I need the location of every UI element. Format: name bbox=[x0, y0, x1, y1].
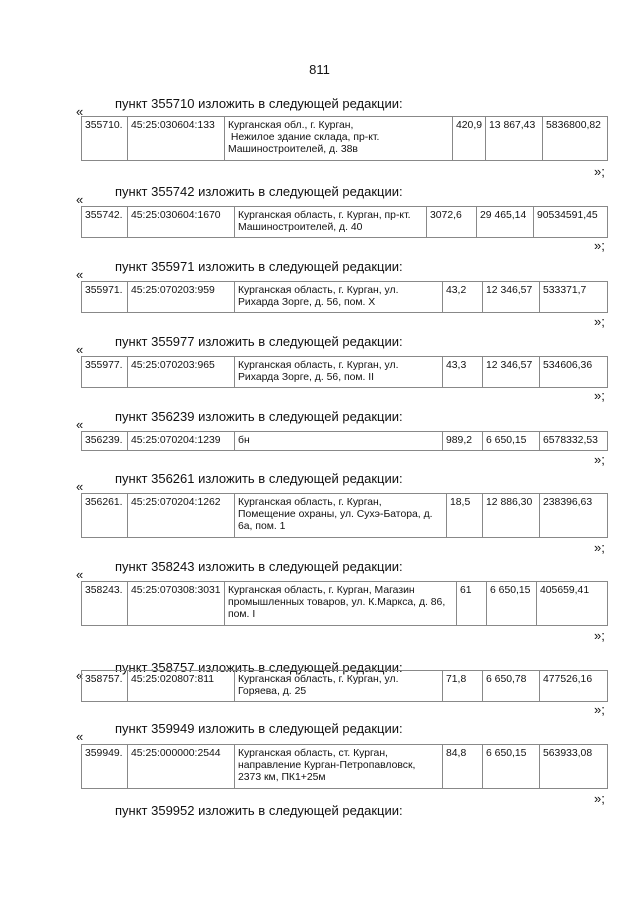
open-quote: « bbox=[76, 104, 84, 119]
table-row bbox=[82, 357, 608, 388]
entry-table bbox=[81, 116, 608, 161]
cadastral-number-cell: 45:25:000000:2544 bbox=[128, 745, 235, 789]
address-cell: Курганская область, г. Курган, ул. Горяева, д. 25 bbox=[235, 671, 443, 702]
table-row bbox=[82, 282, 608, 313]
open-quote: « bbox=[76, 668, 84, 683]
rate-cell: 6 650,15 bbox=[483, 432, 540, 451]
close-quote: »; bbox=[594, 540, 605, 555]
open-quote: « bbox=[76, 342, 84, 357]
value-cell: 533371,7 bbox=[540, 282, 608, 313]
table-row bbox=[82, 117, 608, 161]
item-number-cell: 355742. bbox=[82, 207, 128, 238]
cadastral-number-cell: 45:25:070203:959 bbox=[128, 282, 235, 313]
close-quote: »; bbox=[594, 791, 605, 806]
close-quote: »; bbox=[594, 452, 605, 467]
area-cell: 71,8 bbox=[443, 671, 483, 702]
section-intro: пункт 356239 изложить в следующей редакции: bbox=[115, 409, 403, 424]
open-quote: « bbox=[76, 479, 84, 494]
open-quote: « bbox=[76, 267, 84, 282]
page-number: 811 bbox=[309, 62, 330, 77]
address-cell: Курганская обл., г. Курган, Нежилое здание склада, пр-кт. Машиностроителей, д. 38в bbox=[225, 117, 453, 161]
area-cell: 61 bbox=[457, 582, 487, 626]
cadastral-number-cell: 45:25:070308:3031 bbox=[128, 582, 225, 626]
section-intro: пункт 355971 изложить в следующей редакции: bbox=[115, 259, 403, 274]
rate-cell: 6 650,78 bbox=[483, 671, 540, 702]
value-cell: 6578332,53 bbox=[540, 432, 608, 451]
cadastral-number-cell: 45:25:070204:1239 bbox=[128, 432, 235, 451]
address-cell: Курганская область, г. Курган, Помещение охраны, ул. Сухэ-Батора, д. 6а, пом. 1 bbox=[235, 494, 447, 538]
rate-cell: 6 650,15 bbox=[487, 582, 537, 626]
cadastral-number-cell: 45:25:030604:1670 bbox=[128, 207, 235, 238]
rate-cell: 12 346,57 bbox=[483, 357, 540, 388]
open-quote: « bbox=[76, 417, 84, 432]
close-quote: »; bbox=[594, 388, 605, 403]
section-intro: пункт 355742 изложить в следующей редакции: bbox=[115, 184, 403, 199]
address-cell: Курганская область, г. Курган, Магазин промышленных товаров, ул. К.Маркса, д. 86, пом. I bbox=[225, 582, 457, 626]
item-number-cell: 356261. bbox=[82, 494, 128, 538]
close-quote: »; bbox=[594, 314, 605, 329]
area-cell: 18,5 bbox=[447, 494, 483, 538]
rate-cell: 29 465,14 bbox=[477, 207, 534, 238]
area-cell: 43,3 bbox=[443, 357, 483, 388]
table-row bbox=[82, 745, 608, 789]
value-cell: 90534591,45 bbox=[534, 207, 608, 238]
item-number-cell: 358243. bbox=[82, 582, 128, 626]
item-number-cell: 355977. bbox=[82, 357, 128, 388]
close-quote: »; bbox=[594, 702, 605, 717]
value-cell: 405659,41 bbox=[537, 582, 608, 626]
value-cell: 477526,16 bbox=[540, 671, 608, 702]
open-quote: « bbox=[76, 567, 84, 582]
cadastral-number-cell: 45:25:070203:965 bbox=[128, 357, 235, 388]
area-cell: 420,9 bbox=[453, 117, 486, 161]
section-intro: пункт 355710 изложить в следующей редакции: bbox=[115, 96, 403, 111]
entry-table bbox=[81, 206, 608, 238]
entry-table bbox=[81, 581, 608, 626]
entry-table bbox=[81, 670, 608, 702]
address-cell: Курганская область, г. Курган, пр-кт. Машиностроителей, д. 40 bbox=[235, 207, 427, 238]
area-cell: 43,2 bbox=[443, 282, 483, 313]
entry-table bbox=[81, 281, 608, 313]
section-intro: пункт 356261 изложить в следующей редакции: bbox=[115, 471, 403, 486]
area-cell: 989,2 bbox=[443, 432, 483, 451]
item-number-cell: 358757. bbox=[82, 671, 128, 702]
table-row bbox=[82, 671, 608, 702]
table-row bbox=[82, 207, 608, 238]
address-cell: бн bbox=[235, 432, 443, 451]
entry-table bbox=[81, 356, 608, 388]
section-intro: пункт 358243 изложить в следующей редакции: bbox=[115, 559, 403, 574]
item-number-cell: 355971. bbox=[82, 282, 128, 313]
section-intro: пункт 358757 изложить в следующей редакции: bbox=[115, 660, 403, 675]
table-row bbox=[82, 432, 608, 451]
section-intro: пункт 355977 изложить в следующей редакции: bbox=[115, 334, 403, 349]
cadastral-number-cell: 45:25:070204:1262 bbox=[128, 494, 235, 538]
area-cell: 84,8 bbox=[443, 745, 483, 789]
entry-table bbox=[81, 493, 608, 538]
address-cell: Курганская область, г. Курган, ул. Рихарда Зорге, д. 56, пом. X bbox=[235, 282, 443, 313]
value-cell: 5836800,82 bbox=[543, 117, 608, 161]
value-cell: 238396,63 bbox=[540, 494, 608, 538]
rate-cell: 12 346,57 bbox=[483, 282, 540, 313]
table-row bbox=[82, 582, 608, 626]
cadastral-number-cell: 45:25:030604:133 bbox=[128, 117, 225, 161]
table-row bbox=[82, 494, 608, 538]
close-quote: »; bbox=[594, 628, 605, 643]
cadastral-number-cell: 45:25:020807:811 bbox=[128, 671, 235, 702]
open-quote: « bbox=[76, 729, 84, 744]
rate-cell: 13 867,43 bbox=[486, 117, 543, 161]
section-intro: пункт 359949 изложить в следующей редакции: bbox=[115, 721, 403, 736]
item-number-cell: 356239. bbox=[82, 432, 128, 451]
open-quote: « bbox=[76, 192, 84, 207]
value-cell: 534606,36 bbox=[540, 357, 608, 388]
value-cell: 563933,08 bbox=[540, 745, 608, 789]
close-quote: »; bbox=[594, 238, 605, 253]
address-cell: Курганская область, ст. Курган, направление Курган-Петропавловск, 2373 км, ПК1+25м bbox=[235, 745, 443, 789]
close-quote: »; bbox=[594, 164, 605, 179]
item-number-cell: 355710. bbox=[82, 117, 128, 161]
section-intro: пункт 359952 изложить в следующей редакции: bbox=[115, 803, 403, 818]
rate-cell: 12 886,30 bbox=[483, 494, 540, 538]
entry-table bbox=[81, 431, 608, 451]
entry-table bbox=[81, 744, 608, 789]
address-cell: Курганская область, г. Курган, ул. Рихарда Зорге, д. 56, пом. II bbox=[235, 357, 443, 388]
rate-cell: 6 650,15 bbox=[483, 745, 540, 789]
area-cell: 3072,6 bbox=[427, 207, 477, 238]
item-number-cell: 359949. bbox=[82, 745, 128, 789]
